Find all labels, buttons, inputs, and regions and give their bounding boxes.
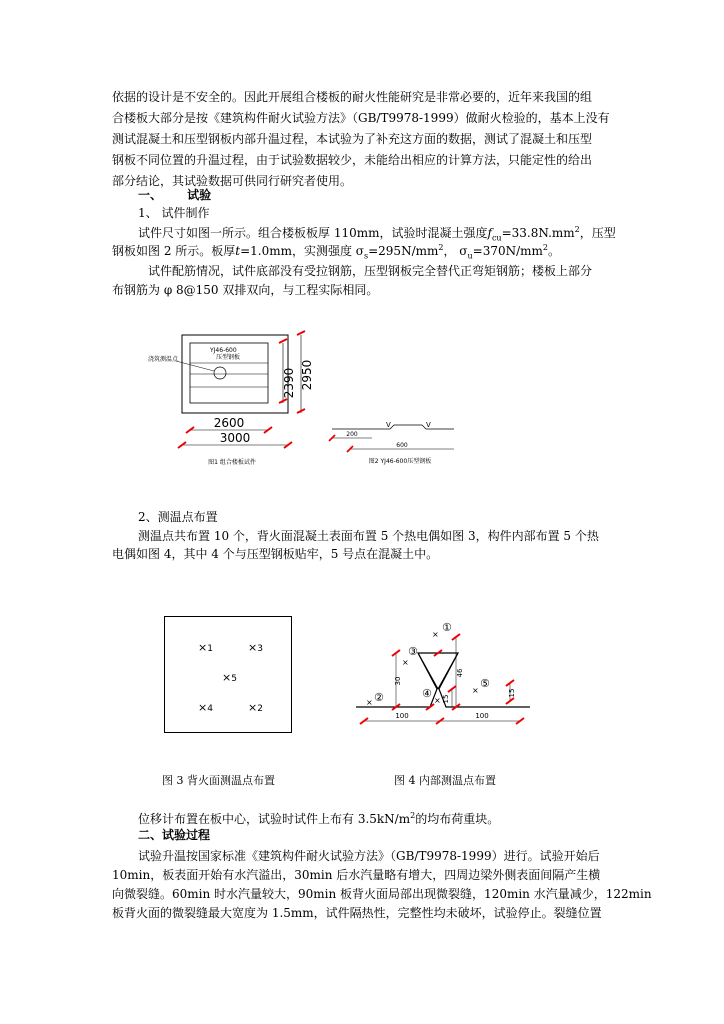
marker-4: ④ [422,687,432,700]
paragraph-specimen-line2: 钢板如图 2 所示。板厚t=1.0mm，实测强度 $\sigma_s=295N/mm^2$， $\sigma_u=370N/mm^2$。 [112,243,561,261]
figure-4-internal-points [352,615,532,730]
svg-text:×: × [472,686,479,695]
label-panel-type: YJ46-600 [210,347,237,354]
subheading-specimen: 1、 试件制作 [138,206,210,220]
point-4: ×4 [198,701,213,714]
intro-line: 部分结论，其试验数据可供同行研究者使用。 [112,174,353,188]
svg-text:×: × [366,698,373,707]
intro-line: 依据的设计是不安全的。因此开展组合楼板的耐火性能研究是非常必要的，近年来我国的组 [112,90,593,104]
paragraph-specimen-line1: 试件尺寸如图一所示。组合楼板板厚 110mm，试验时混凝土强度$f_{cu}=33.8N.mm^2$，压型 [138,225,616,243]
thermocouple-marker [214,367,226,379]
dim-2600: 2600 [213,416,245,430]
point-5: ×5 [222,671,237,684]
procedure-line: 向微裂缝。60min 时水汽量较大，90min 板背火面局部出现微裂缝，120min 水汽量减少，122min [112,887,652,901]
figure-3-caption: 图 3 背火面测温点布置 [162,774,275,787]
figure-2-caption: 图2 YJ46-600压型钢板 [368,458,432,465]
marker-3: ③ [408,645,418,658]
dim-2950: 2950 [300,359,314,391]
dim-30: 30 [394,676,402,686]
svg-text:V: V [426,421,431,429]
paragraph-reinforcement: 试件配筋情况，试件底部没有受拉钢筋，压型钢板完全替代正弯矩钢筋；楼板上部分 [148,264,593,278]
subheading-thermocouples: 2、测温点布置 [138,510,218,524]
dim-3000: 3000 [219,431,251,445]
marker-2: ② [374,691,384,704]
figure-2-steel-sheet [328,415,458,470]
label-measure-point: 浇筑测温点 [148,356,179,363]
dim-15b: 15 [508,688,516,698]
dim-100a: 100 [395,712,409,720]
sheet-profile [332,425,454,429]
figure-1-specimen [140,325,320,475]
intro-line: 钢板不同位置的升温过程，由于试验数据较少，未能给出相应的计算方法，只能定性的给出 [112,153,593,167]
point-2: ×2 [248,701,263,714]
paragraph-thermocouples: 测温点共布置 10 个，背火面混凝土表面布置 5 个热电偶如图 3，构件内部布置 5 个热 [138,529,599,543]
figure-4-caption: 图 4 内部测温点布置 [394,774,496,787]
point-3: ×3 [248,641,263,654]
dim-100b: 100 [475,712,489,720]
marker-1: ① [442,621,452,634]
figure-1-caption: 图1 组合楼板试件 [208,459,256,466]
svg-text:×: × [432,630,439,639]
intro-line: 合楼板大部分是按《建筑构件耐火试验方法》（GB/T9978-1999）做耐火检验的，基本上没有 [112,111,610,125]
dim-200: 200 [346,431,358,438]
svg-text:×: × [434,696,441,705]
intro-line: 测试混凝土和压型钢板内部升温过程，本试验为了补充这方面的数据，测试了混凝土和压型 [112,132,593,146]
dim-46: 46 [456,668,464,678]
procedure-line: 板背火面的微裂缝最大宽度为 1.5mm，试件隔热性，完整性均未破坏，试验停止。裂缝位置 [112,906,602,920]
dim-2390: 2390 [282,367,296,399]
figure-3-backside-points [164,616,294,736]
paragraph-reinforcement: 布钢筋为 φ 8@150 双排双向，与工程实际相同。 [112,283,379,297]
section-heading-experiment: 一、 试验 [138,188,212,202]
dim-15a: 15 [442,694,450,704]
section-heading-procedure: 二、试验过程 [138,828,211,842]
svg-text:V: V [386,421,391,429]
dim-600: 600 [396,442,408,449]
label-panel-name: 压型钢板 [216,354,241,361]
svg-text:×: × [402,658,409,667]
paragraph-thermocouples: 电偶如图 4，其中 4 个与压型钢板贴牢，5 号点在混凝土中。 [112,547,439,561]
procedure-line: 试验升温按国家标准《建筑构件耐火试验方法》（GB/T9978-1999）进行。试验开始后 [138,849,600,863]
procedure-line: 10min，板表面开始有水汽溢出，30min 后水汽量略有增大，四周边梁外侧表面间隔产生横 [112,868,601,882]
point-1: ×1 [198,641,213,654]
paragraph-displacement: 位移计布置在板中心，试验时试件上布有 $3.5kN/m^2$的均布荷重块。 [138,811,500,826]
marker-5: ⑤ [480,677,490,690]
